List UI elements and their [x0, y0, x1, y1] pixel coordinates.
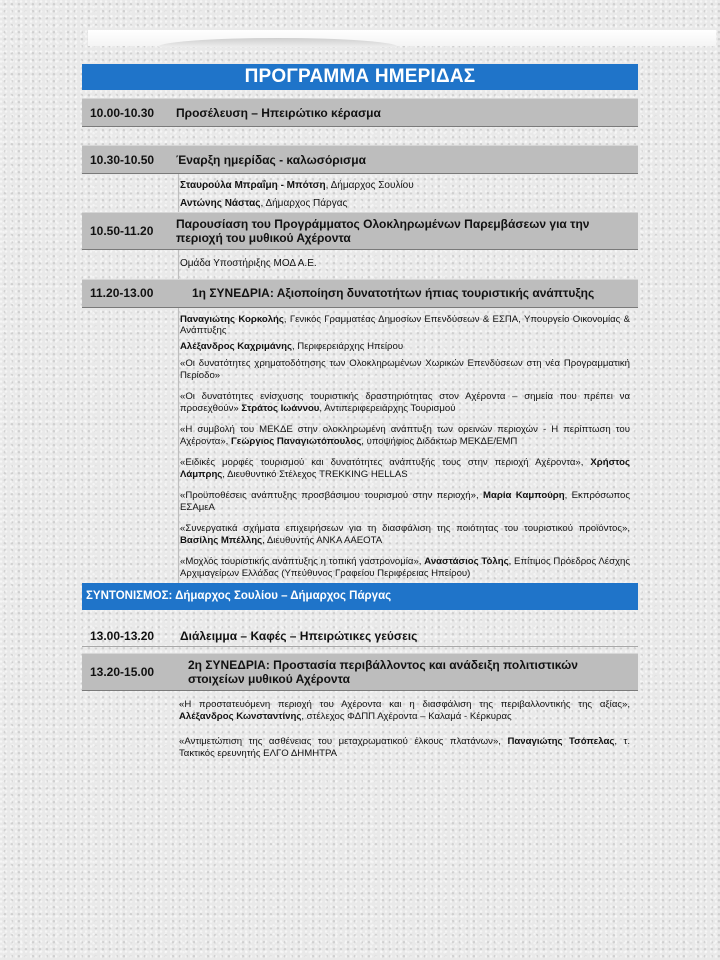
welcome-speakers [178, 174, 638, 212]
talk-entry [180, 556, 638, 579]
row-description: Διάλειμμα – Καφές – Ηπειρώτικες γεύσεις [180, 629, 418, 643]
coordination-bar [82, 583, 638, 610]
talk-title: «Μοχλός τουριστικής ανάπτυξης η τοπική γαστρονομία», [180, 556, 425, 567]
talk-title: «Η συμβολή του ΜΕΚΔΕ στην ολοκληρωμένη ανάπτυξη των ορεινών περιοχών - Η περίπτωση του Αχέροντα», [180, 424, 630, 447]
schedule-row [82, 145, 638, 174]
speaker-role: , Εκπρόσωπος ΕΣΑμεΑ [180, 490, 630, 513]
talk-entry [180, 424, 638, 447]
speaker-role: , στέλεχος ΦΔΠΠ Αχέροντα – Καλαμά - Κέρκυρας [301, 710, 512, 722]
speaker-name: Γεώργιος Παναγιωτόπουλος [231, 435, 362, 447]
speaker-name: Παναγιώτης Κορκολής [180, 313, 284, 325]
schedule-row [82, 212, 638, 250]
speaker-name: Μαρία Καμπούρη [483, 490, 565, 501]
talk-entry [179, 699, 638, 722]
speaker-role: , Δήμαρχος Πάργας [260, 197, 348, 209]
speaker-entry [180, 314, 638, 337]
speaker-role: , Διευθυντικό Στέλεχος TREKKING HELLAS [222, 468, 408, 480]
row-description: Παρουσίαση του Προγράμματος Ολοκληρωμένων Παρεμβάσεων για την περιοχή του μυθικού Αχέροντα [176, 217, 590, 245]
row-description: 2η ΣΥΝΕΔΡΙΑ: Προστασία περιβάλλοντος και ανάδειξη πολιτιστικών στοιχείων μυθικού Αχέροντα [188, 658, 578, 686]
row-time: 10.00-10.30 [90, 105, 155, 120]
schedule-row [82, 98, 638, 127]
speaker-role: , Αντιπεριφερειάρχης Τουρισμού [319, 402, 456, 414]
talk-title: «Οι δυνατότητες χρηματοδότησης των Ολοκληρωμένων Χωρικών Επενδύσεων στη νέα Προγραμματική Περίοδο» [180, 358, 630, 381]
speaker-name: Αλέξανδρος Καχριμάνης [180, 340, 292, 352]
speaker-role: , τ. Τακτικός ερευνητής ΕΛΓΟ ΔΗΜΗΤΡΑ [179, 736, 630, 759]
speaker-role: , Γενικός Γραμματέας Δημοσίων Επενδύσεων & ΕΣΠΑ, Υπουργείο Οικονομίας & Ανάπτυξης [180, 313, 630, 336]
talk-entry [179, 736, 638, 759]
speaker-role: , Επίτιμος Πρόεδρος Λέσχης Αρχιμαγείρων Ελλάδας (Υπεύθυνος Γραφείου Περιφέρειας Ηπείρου) [180, 556, 631, 579]
schedule-row [82, 279, 638, 308]
talk-entry [180, 391, 638, 414]
speaker-role: , Δήμαρχος Σουλίου [325, 180, 414, 191]
talk-title: «Αντιμετώπιση της ασθένειας του μεταχρωματικού έλκους πλατάνων», [179, 736, 508, 747]
talk-entry [180, 358, 638, 381]
talk-entry [180, 523, 638, 546]
talk-entry [180, 490, 638, 513]
schedule-row [82, 653, 638, 691]
coordination-label: ΣΥΝΤΟΝΙΣΜΟΣ: [86, 590, 173, 602]
talk-title: «Οι δυνατότητες ενίσχυσης τουριστικής δραστηριότητας στον Αχέροντα – σημεία που πρέπει να προσεχθούν» [180, 391, 630, 414]
talk-title: «Η προστατευόμενη περιοχή του Αχέροντα και η διασφάλιση της περιβαλλοντικής της αξίας», [179, 699, 630, 710]
team-entry: Ομάδα Υποστήριξης ΜΟΔ Α.Ε. [180, 258, 317, 269]
session1-content [178, 308, 638, 584]
speaker-name: Βασίλης Μπέλλης [180, 534, 263, 546]
speaker-role: , Περιφερειάρχης Ηπείρου [291, 340, 404, 352]
speaker-role: , υποψήφιος Διδάκτωρ ΜΕΚΔΕ/ΕΜΠ [361, 435, 518, 447]
page-title: ΠΡΟΓΡΑΜΜΑ ΗΜΕΡΙΔΑΣ [82, 64, 638, 90]
coordination-text: Δήμαρχος Σουλίου – Δήμαρχος Πάργας [172, 590, 392, 602]
talk-title: «Προϋποθέσεις ανάπτυξης προσβάσιμου τουρισμού στην περιοχή», [180, 490, 484, 501]
speaker-name: Στράτος Ιωάννου [241, 402, 320, 414]
speaker-entry [180, 198, 638, 210]
header-decoration [88, 30, 716, 46]
speaker-role: , Διευθυντής ΑΝΚΑ ΑΑΕΟΤΑ [262, 534, 383, 546]
row-time: 13.00-13.20 [90, 629, 155, 643]
programme [82, 64, 638, 759]
row-description: 1η ΣΥΝΕΔΡΙΑ: Αξιοποίηση δυνατοτήτων ήπιας τουριστικής ανάπτυξης [192, 286, 595, 300]
talk-entry [180, 457, 638, 480]
speaker-entry [180, 341, 638, 353]
presentation-team [178, 250, 638, 279]
row-description: Προσέλευση – Ηπειρώτικο κέρασμα [176, 105, 381, 120]
row-description: Έναρξη ημερίδας - καλωσόρισμα [176, 152, 366, 167]
row-time: 13.20-15.00 [90, 665, 155, 679]
speaker-name: Αντώνης Νάστας [180, 197, 261, 209]
row-time: 11.20-13.00 [90, 286, 154, 300]
row-time: 10.30-10.50 [90, 152, 155, 167]
speaker-name: Σταυρούλα Μπραΐμη - Μπότση [180, 180, 326, 191]
schedule-row [82, 626, 638, 647]
speaker-name: Αναστάσιος Τόλης [424, 556, 509, 567]
speaker-entry [180, 180, 638, 192]
talk-title: «Ειδικές μορφές τουρισμού και δυνατότητες ανάπτυξής τους στην περιοχή Αχέροντα», [180, 457, 591, 468]
speaker-name: Χρήστος Λάμπρης [180, 457, 630, 480]
speaker-name: Αλέξανδρος Κωνσταντίνης [179, 710, 302, 722]
row-time: 10.50-11.20 [90, 224, 154, 238]
session2-content [178, 691, 638, 759]
speaker-name: Παναγιώτης Τσόπελας [507, 736, 615, 747]
talk-title: «Συνεργατικά σχήματα επιχειρήσεων για τη διασφάλιση της ποιότητας του τουριστικού προϊόντος», [180, 523, 630, 534]
